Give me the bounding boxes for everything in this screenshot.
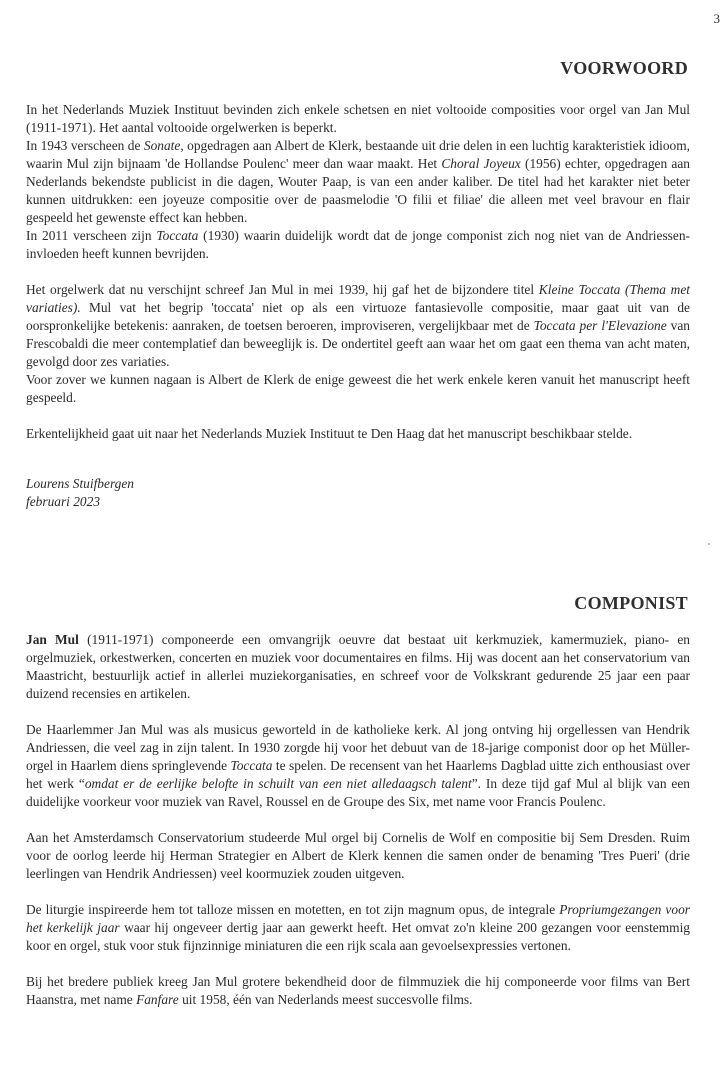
text-run: In 2011 verscheen zijn: [26, 228, 157, 243]
text-run: ”. In deze tijd gaf Mul al blijk van een duidelijke voorkeur voor muziek van Ravel, Roussel en de Groupe des Six, met name voor Francis Poulenc.: [26, 776, 690, 809]
composer-name: Jan Mul: [26, 632, 79, 647]
title-toccata: Toccata: [230, 758, 273, 773]
componist-paragraph-1: [26, 631, 690, 703]
text-run: Het orgelwerk dat nu verschijnt schreef Jan Mul in mei 1939, hij gaf het de bijzondere titel: [26, 282, 539, 297]
title-choral-joyeux: Choral Joyeux: [441, 156, 521, 171]
componist-paragraph-5: [26, 973, 690, 1009]
text-run: Bij het bredere publiek kreeg Jan Mul grotere bekendheid door de filmmuziek die hij componeerde voor films van Bert Haanstra, met name: [26, 974, 690, 1007]
text-run: (1956) echter, opgedragen aan Nederlands bekendste publicist in die dagen, Wouter Paap, is van een ander kaliber. De titel had het karakter niet beter kunnen uitdrukken: een joyeuze compositie over de paasmelodie 'O filii et filiae' die alleen met veel bravour en flair gespeeld het gewenste effect kan hebben.: [26, 156, 690, 225]
section-heading-componist: COMPONIST: [574, 593, 688, 613]
text-run: In 1943 verscheen de: [26, 138, 144, 153]
review-quote: omdat er de eerlijke belofte in schuilt van een niet alledaagsch talent: [84, 776, 472, 791]
title-toccata: Toccata: [156, 228, 199, 243]
voorwoord-paragraph-6: Erkentelijkheid gaat uit naar het Nederlands Muziek Instituut te Den Haag dat het manuscript beschikbaar stelde.: [26, 426, 633, 441]
page-number: 3: [713, 11, 720, 26]
text-run: , opgedragen aan Albert de Klerk, bestaande uit drie delen in een luchtig karakteristiek idioom, waarin Mul zijn bijnaam 'de Hollandse Poulenc' meer dan waar maakt. Het: [26, 138, 690, 171]
voorwoord-paragraph-3: [26, 227, 690, 263]
voorwoord-body: [26, 101, 690, 511]
text-run: Mul vat het begrip 'toccata' niet op als een virtuoze fantasievolle compositie, maar gaat uit van de oorspronkelijke betekenis: aanraken, de toetsen beroeren, improviseren, vergelijkbaar met de: [26, 300, 690, 333]
voorwoord-paragraph-5: Voor zover we kunnen nagaan is Albert de Klerk de enige geweest die het werk enkele keren vanuit het manuscript heeft gespeeld.: [26, 372, 690, 405]
componist-paragraph-3: Aan het Amsterdamsch Conservatorium studeerde Mul orgel bij Cornelis de Wolf en compositie bij Sem Dresden. Ruim voor de oorlog leerde hij Herman Strategier en Albert de Klerk kennen die samen onder de benaming 'Tres Pueri' (drie leerlingen van Hendrik Andriessen) veel koormuziek zouden uitgeven.: [26, 830, 690, 881]
signature-date: februari 2023: [26, 494, 101, 509]
voorwoord-paragraph-4: [26, 281, 690, 371]
componist-body: [26, 631, 690, 1027]
voorwoord-paragraph-1: In het Nederlands Muziek Instituut bevinden zich enkele schetsen en niet voltooide composities voor orgel van Jan Mul (1911-1971). Het aantal voltooide orgelwerken is beperkt.: [26, 102, 690, 135]
text-run: waar hij ongeveer dertig jaar aan gewerkt heeft. Het omvat zo'n kleine 200 gezangen voor eenstemmig koor en orgel, stuk voor stuk fijnzinnige miniaturen die een rijk scala aan gevoelsexpressies vertonen.: [26, 920, 690, 953]
text-run: te spelen. De recensent van het Haarlems Dagblad uitte zich enthousiast over het werk “: [26, 758, 690, 791]
text-run: uit 1958, één van Nederlands meest succesvolle films.: [178, 992, 473, 1007]
title-propriumgezangen: Propriumgezangen voor het kerkelijk jaar: [26, 902, 690, 935]
title-fanfare: Fanfare: [136, 992, 179, 1007]
signature-name: Lourens Stuifbergen: [26, 476, 134, 491]
title-toccata-elevazione: Toccata per l'Elevazione: [533, 318, 667, 333]
text-run: De Haarlemmer Jan Mul was als musicus geworteld in de katholieke kerk. Al jong ontving hij orgellessen van Hendrik Andriessen, die veel zag in zijn talent. In 1930 zorgde hij voor het debuut van de 18-jarige componist door op het Müller-orgel in Haarlem diens springlevende: [26, 722, 690, 773]
text-run: (1930) waarin duidelijk wordt dat de jonge componist zich nog niet van de Andriessen-invloeden heeft kunnen bevrijden.: [26, 228, 690, 261]
section-heading-voorwoord: VOORWOORD: [560, 58, 688, 78]
scan-mark: [708, 543, 710, 545]
text-run: van Frescobaldi die meer contemplatief dan beweeglijk is. De ondertitel geeft aan waar het om gaat een thema van acht maten, gevolgd door zes variaties.: [26, 318, 690, 369]
componist-paragraph-4: [26, 901, 690, 955]
text-run: De liturgie inspireerde hem tot talloze missen en motetten, en tot zijn magnum opus, de integrale: [26, 902, 560, 917]
text-run: (1911-1971) componeerde een omvangrijk oeuvre dat bestaat uit kerkmuziek, kamermuziek, piano- en orgelmuziek, orkestwerken, concerten en muziek voor documentaires en films. Hij was docent aan het conservatorium van Maastricht, bestuurlijk actief in allerlei muziekorganisaties, en schreef voor de Volkskrant gedurende 25 jaar een paar duizend recensies en artikelen.: [26, 632, 690, 701]
componist-paragraph-2: [26, 721, 690, 811]
title-sonate: Sonate: [143, 138, 181, 153]
title-kleine-toccata: Kleine Toccata (Thema met variaties).: [26, 282, 690, 315]
voorwoord-paragraph-2: [26, 137, 690, 227]
